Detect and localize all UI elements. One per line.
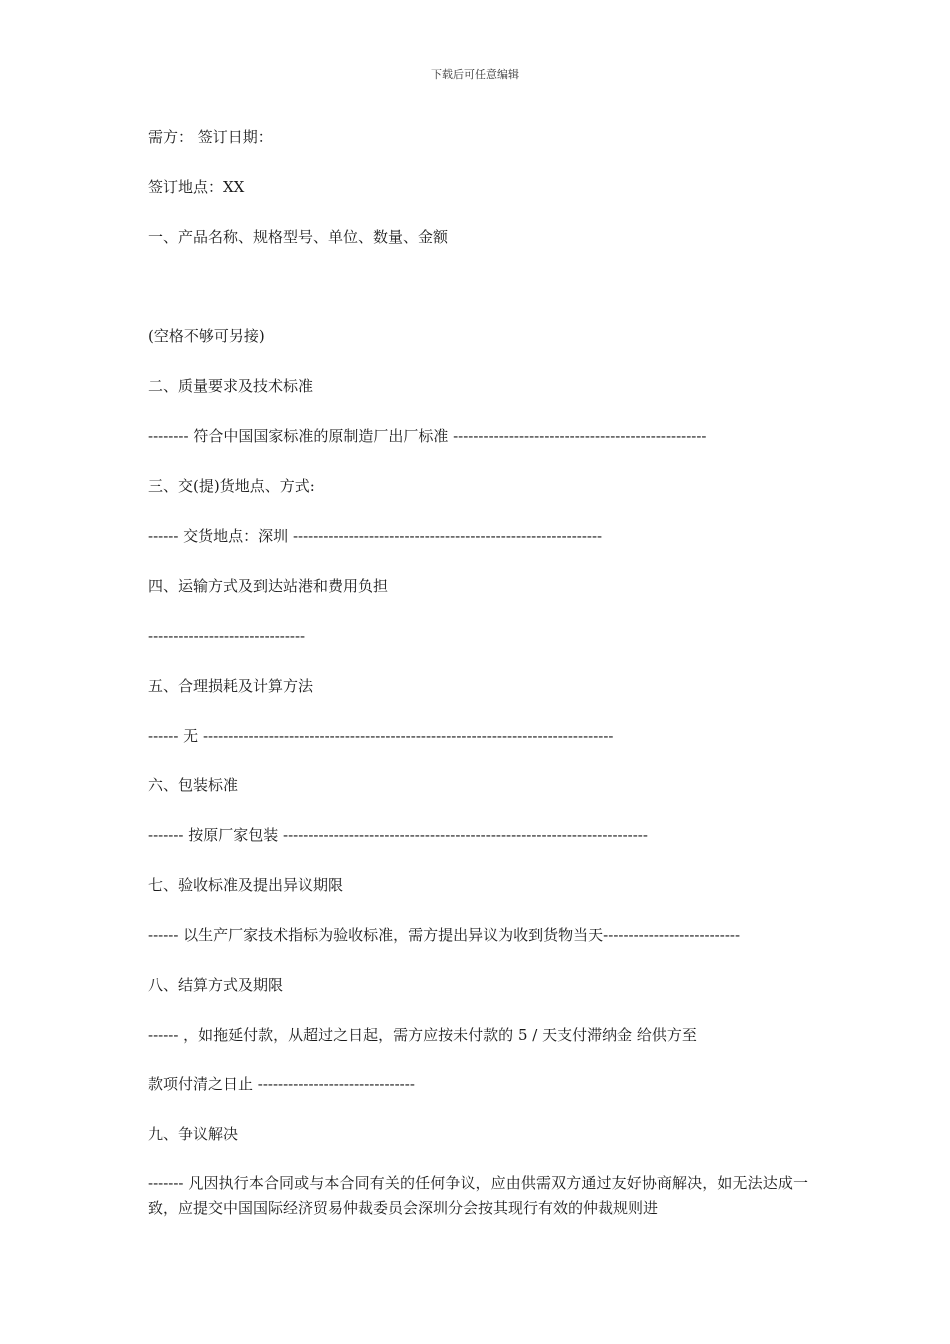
- section-4-content: -------------------------------: [148, 627, 306, 645]
- section-9-content: ------- 凡因执行本合同或与本合同有关的任何争议，应由供需双方通过友好协商解决，如无法达成一致，应提交中国国际经济贸易仲裁委员会深圳分会按其现行有效的仲裁规则进: [148, 1174, 808, 1217]
- section-9-heading: 九、争议解决: [148, 1125, 239, 1143]
- section-5-heading: 五、合理损耗及计算方法: [148, 677, 314, 695]
- section-2-content: -------- 符合中国国家标准的原制造厂出厂标准 --------------------------------------------------: [148, 427, 707, 445]
- sign-location-line: 签订地点：XX: [148, 178, 245, 196]
- blank-space-note: (空格不够可另接): [148, 327, 265, 345]
- section-8-content-cont: 款项付清之日止 -------------------------------: [148, 1075, 415, 1093]
- section-5-content: ------ 无 ---------------------------------------------------------------------------------: [148, 727, 614, 745]
- section-1-heading: 一、产品名称、规格型号、单位、数量、金额: [148, 228, 449, 246]
- section-3-heading: 三、交(提)货地点、方式:: [148, 477, 315, 495]
- section-2-heading: 二、质量要求及技术标准: [148, 377, 314, 395]
- section-7-heading: 七、验收标准及提出异议期限: [148, 876, 344, 894]
- page-header-note: 下载后可任意编辑: [431, 68, 519, 81]
- section-8-content: ------ ，如拖延付款，从超过之日起，需方应按未付款的 5 / 天支付滞纳金 给供方至: [148, 1026, 697, 1044]
- section-3-content: ------ 交货地点：深圳 -------------------------------------------------------------: [148, 527, 603, 545]
- section-6-content: ------- 按原厂家包装 ------------------------------------------------------------------------: [148, 826, 648, 844]
- section-7-content: ------ 以生产厂家技术指标为验收标准，需方提出异议为收到货物当天---------------------------: [148, 926, 741, 944]
- section-8-heading: 八、结算方式及期限: [148, 976, 284, 994]
- buyer-sign-date-line: 需方： 签订日期：: [148, 128, 273, 146]
- section-6-heading: 六、包装标准: [148, 776, 239, 794]
- section-4-heading: 四、运输方式及到达站港和费用负担: [148, 577, 389, 595]
